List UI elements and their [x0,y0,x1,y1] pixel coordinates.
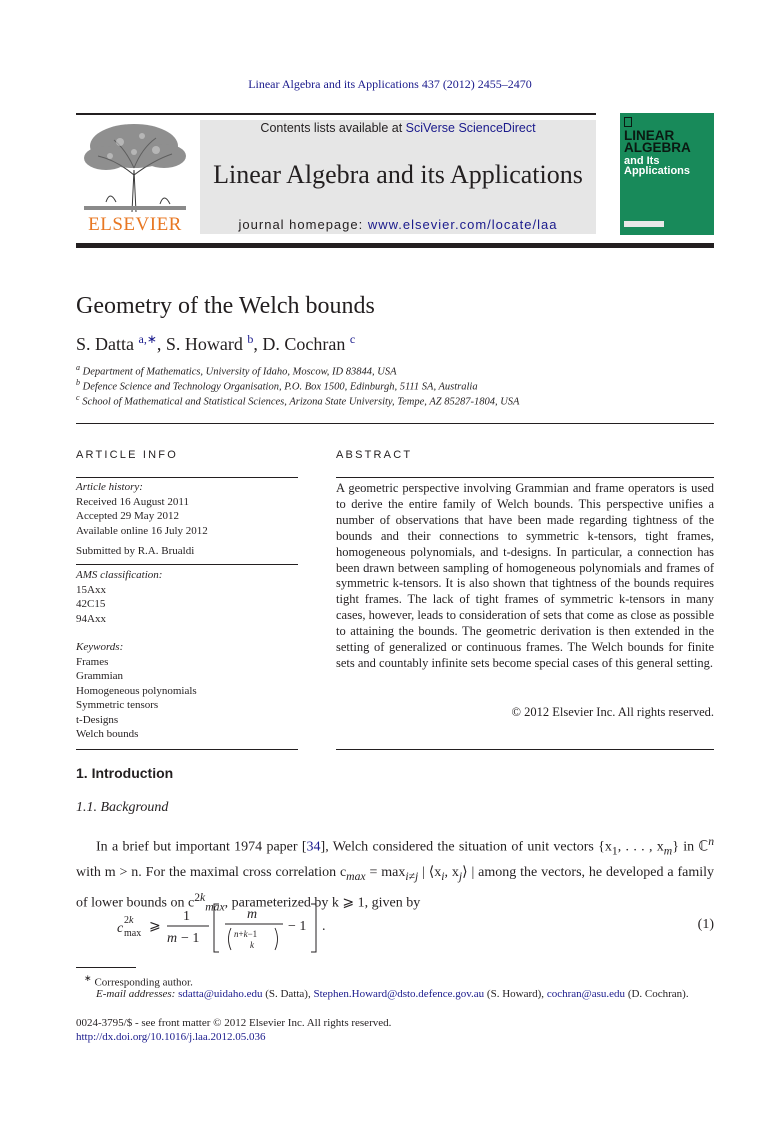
abstract-text: A geometric perspective involving Grammian and frame operators is used to derive the entire family of Welch bounds. This perspective unifies a number of observations that have been made regarding tightness of the bounds and their connections to symmetric k-tensors, tight frames, homogeneous polynomials, and t-designs. In particular, a connection has been drawn between sampling of homogeneous polynomials and frames of symmetric k-tensors. It is also shown that tightness of the bounds requires tight frames. The lack of tight frames of symmetric k-tensors in many cases, however, leads to consideration of sets that come as close as possible to attaining the bounds. The geometric derivation is then extended in the setting of generalized or continuous frames. The Welch bounds for finite sets and countably infinite sets become special cases of this general setting. [336,481,714,670]
keyword: Grammian [76,670,124,682]
svg-text:m: m [247,907,258,922]
article-info-heading: ARTICLE INFO [76,449,178,461]
divider [336,749,714,750]
author-marks[interactable]: c [349,332,356,346]
journal-title: Linear Algebra and its Applications [213,160,583,189]
svg-text:2k: 2k [124,915,134,926]
cover-subtitle: and Its Applications [624,155,691,177]
divider [76,477,298,478]
keyword: Homogeneous polynomials [76,684,197,697]
author-marks[interactable]: b [247,332,254,346]
elsevier-wordmark: ELSEVIER [88,214,182,235]
svg-text:1: 1 [183,909,190,924]
sciencedirect-link[interactable]: SciVerse ScienceDirect [405,121,536,135]
svg-text:− 1: − 1 [181,931,200,946]
svg-text:max: max [124,928,142,939]
email-link[interactable]: Stephen.Howard@dsto.defence.gov.au [313,988,485,1000]
corresponding-author-note: ∗ Corresponding author. [84,973,193,989]
section-heading-introduction: 1. Introduction [76,765,174,781]
svg-text:.: . [322,919,326,934]
header-top-rule [76,113,596,115]
submitted-by: Submitted by R.A. Brualdi [76,545,195,557]
welch-bound-equation [115,902,714,954]
divider [76,423,714,424]
author-marks[interactable]: a,∗ [138,332,157,346]
cover-badge-icon [624,117,632,127]
abstract-heading: ABSTRACT [336,449,413,461]
keywords: Keywords: Frames Grammian Homogeneous polynomials Symmetric tensors t-Designs Welch bounds [76,641,197,740]
keyword: Symmetric tensors [76,699,159,711]
divider [336,477,714,478]
author-name: D. Cochran [262,334,346,354]
svg-text:m: m [167,931,178,946]
article-history: Article history: Received 16 August 2011 Accepted 29 May 2012 Available online 16 July 2012 [76,481,208,537]
subsection-heading-background: 1.1. Background [76,800,169,815]
cover-title: LINEAR ALGEBRA [624,128,691,155]
affiliation: $^b$ Defence Science and Technology Organisation, P.O. Box 1500, Edinburgh, 5111 SA, Australia [76,378,478,393]
svg-text:c: c [117,921,124,936]
ams-classification: AMS classification: 15Axx 42C15 94Axx [76,569,163,625]
journal-citation: Linear Algebra and its Applications 437 (2012) 2455–2470 [248,77,532,91]
article-title: Geometry of the Welch bounds [76,293,375,319]
svg-text:− 1: − 1 [288,919,307,934]
journal-homepage-line: journal homepage: www.elsevier.com/locate/laa [238,217,558,232]
divider [76,749,298,750]
email-link[interactable]: sdatta@uidaho.edu [178,988,263,1000]
author-name: S. Howard [165,334,243,354]
svg-text:n+k−1: n+k−1 [234,929,258,939]
affiliation: $^a$ Department of Mathematics, University of Idaho, Moscow, ID 83844, USA [76,363,397,378]
email-link[interactable]: cochran@asu.edu [546,988,626,1000]
cover-strip [624,221,664,227]
divider [76,564,298,565]
abstract-copyright: © 2012 Elsevier Inc. All rights reserved. [511,705,714,719]
email-addresses: E-mail addresses: sdatta@uidaho.edu (S. Datta), Stephen.Howard@dsto.defence.gov.au (S. Howard), cochran@asu.edu (D. Cochran). [96,988,689,1000]
contents-available-line: Contents lists available at SciVerse ScienceDirect [260,121,536,135]
keyword: Frames [76,655,109,668]
reference-link[interactable]: 34 [306,839,321,855]
keyword: Welch bounds [76,728,139,740]
intro-paragraph: In a brief but important 1974 paper [34], Welch considered the situation of unit vectors {$x_1$, . . . , $x_m$} in ℂ$^n$ with m > n. For the maximal cross correlation $c_{max} = \max_{i\ne j}$ | $⟨x_i$, $x_j⟩$ | among the vectors, he developed a family of lower bounds on $c^{2k}_{max}$, parameterized by k ⩾ 1, given by [76,835,715,914]
svg-text:⩾: ⩾ [149,919,161,934]
author-name: S. Datta [76,334,134,354]
footnote-rule [76,967,136,968]
keyword: t-Designs [76,713,119,726]
equation-number: (1) [697,917,714,932]
header-thick-rule [76,243,714,248]
issn-line: 0024-3795/$ - see front matter © 2012 Elsevier Inc. All rights reserved. [76,1017,392,1029]
svg-text:k: k [250,940,254,950]
affiliation: $^c$ School of Mathematical and Statistical Sciences, Arizona State University, Tempe, AZ 85287-1804, USA [76,393,520,408]
doi-link[interactable]: http://dx.doi.org/10.1016/j.laa.2012.05.036 [76,1031,266,1043]
author-list: S. Datta $^{a,∗}$, S. Howard $^b$, D. Cochran $^c$ [76,332,356,354]
journal-homepage-link[interactable]: www.elsevier.com/locate/laa [367,217,558,232]
